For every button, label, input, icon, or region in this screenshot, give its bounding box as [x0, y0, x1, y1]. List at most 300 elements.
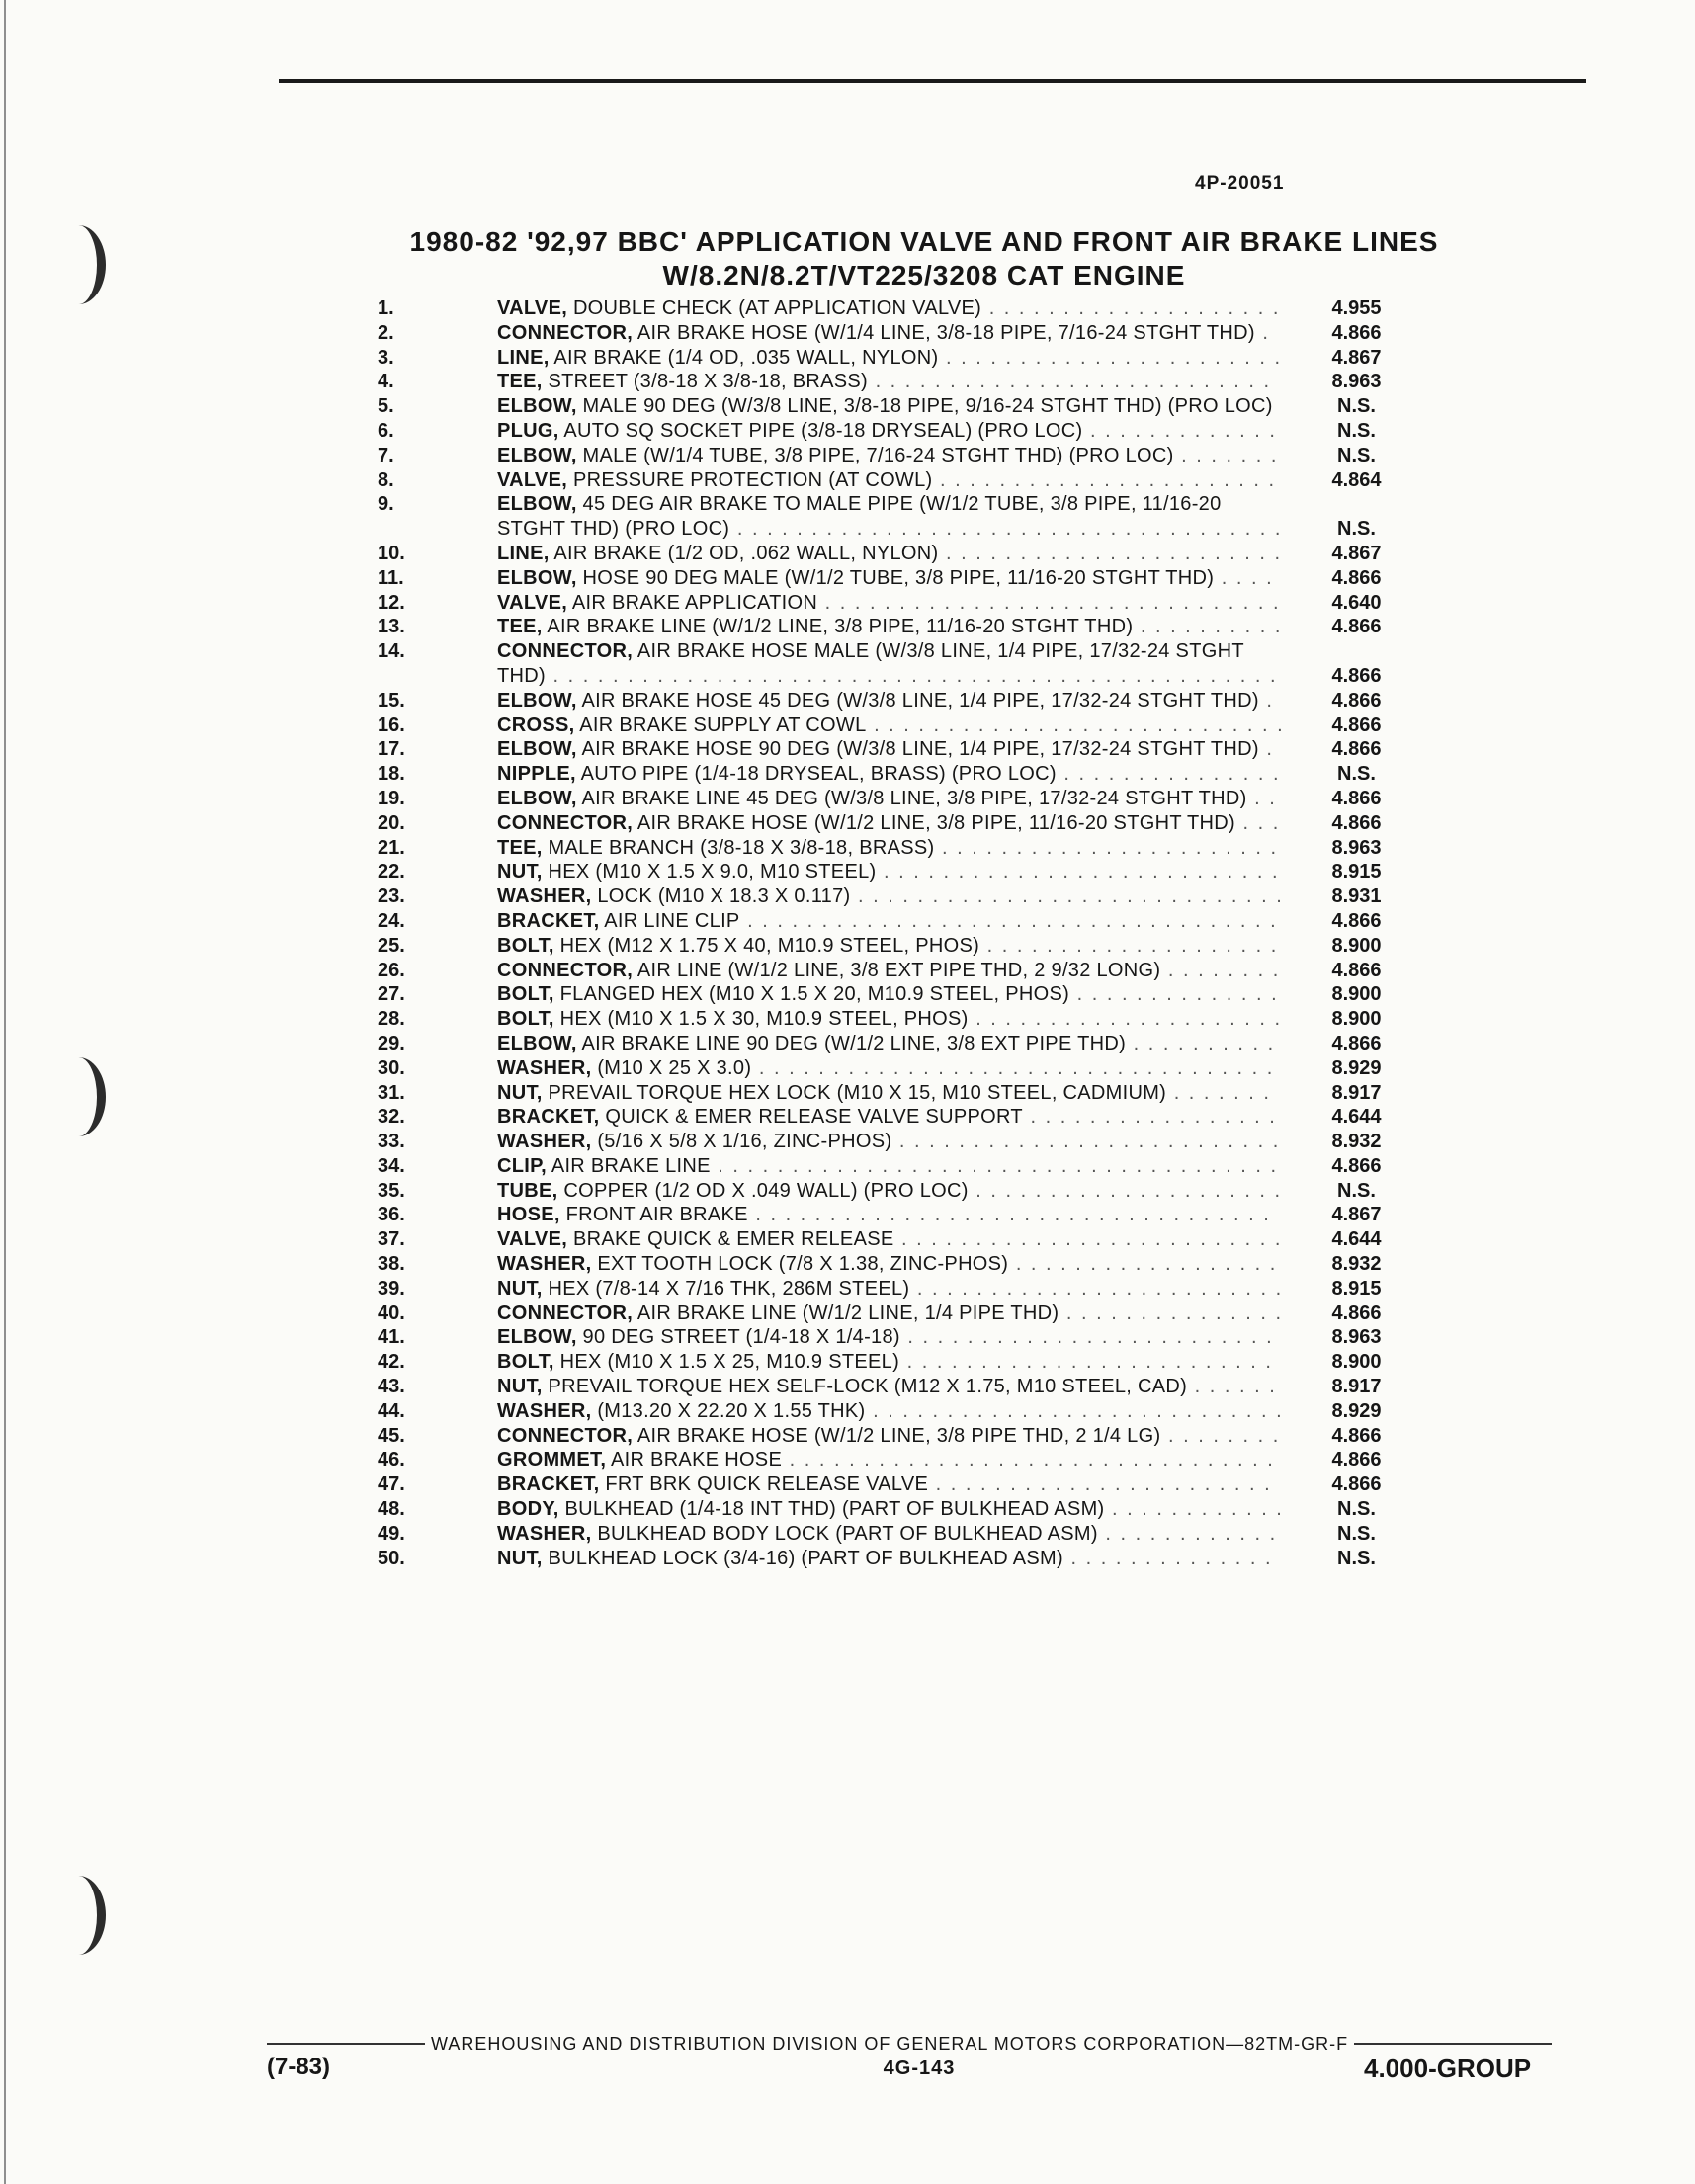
part-reference: 8.917	[1331, 1081, 1382, 1104]
part-row	[376, 1424, 1443, 1449]
part-row	[376, 639, 1443, 689]
part-row	[376, 1056, 1443, 1081]
part-detail: AIR BRAKE HOSE (W/1/4 LINE, 3/8-18 PIPE, 7/16-24 STGHT THD)	[636, 321, 1255, 344]
part-row	[376, 566, 1443, 591]
part-description	[497, 1130, 1285, 1154]
part-number: 43.	[378, 1376, 405, 1398]
part-reference: 4.866	[1331, 1473, 1382, 1496]
dot-leader: . . . . . . . . . . . . . . . . . . . . . . . . . . . . . . . . .	[782, 1449, 1275, 1471]
part-number: 12.	[378, 591, 405, 614]
part-name: ELBOW,	[497, 787, 577, 809]
footer-group: 4.000-GROUP	[1364, 2054, 1532, 2083]
part-number: 40.	[378, 1302, 405, 1324]
part-row	[376, 1277, 1443, 1302]
part-name: NIPPLE,	[497, 763, 576, 786]
part-name: CONNECTOR,	[497, 811, 634, 834]
part-detail: MALE 90 DEG (W/3/8 LINE, 3/8-18 PIPE, 9/16-24 STGHT THD) (PRO LOC)	[582, 395, 1273, 418]
part-name: ELBOW,	[497, 738, 577, 761]
part-description	[497, 468, 1285, 493]
part-name: WASHER,	[497, 1131, 592, 1153]
part-name: NUT,	[497, 1081, 543, 1104]
part-description	[497, 737, 1285, 762]
dot-leader: . . . . . .	[1187, 1376, 1277, 1398]
part-number: 45.	[378, 1424, 405, 1447]
part-name: PLUG,	[497, 419, 559, 442]
part-description	[497, 1448, 1285, 1472]
part-reference: 4.866	[1331, 1449, 1382, 1471]
part-description	[497, 1497, 1285, 1522]
part-name: CONNECTOR,	[497, 959, 634, 981]
part-description	[497, 1302, 1285, 1326]
part-reference: 4.866	[1331, 738, 1382, 761]
footer-division: WAREHOUSING AND DISTRIBUTION DIVISION OF GENERAL MOTORS CORPORATION—82TM-GR-F	[431, 2033, 1349, 2054]
part-row	[376, 1032, 1443, 1056]
dot-leader: . . . . . . . . . . . . . . . . . . . . . . .	[928, 1473, 1272, 1496]
part-description	[497, 1350, 1285, 1375]
part-name: LINE,	[497, 542, 550, 564]
dot-leader: . . . . . . . . . . . . . . . . . . . . . . . . . . . . . . . . . . . . . .	[710, 1154, 1279, 1177]
part-row	[376, 1105, 1443, 1130]
part-reference: 8.931	[1331, 885, 1382, 908]
part-row	[376, 1375, 1443, 1399]
part-row	[376, 909, 1443, 934]
part-number: 27.	[378, 983, 405, 1006]
part-reference: 4.866	[1331, 811, 1382, 834]
part-detail: HEX (M12 X 1.75 X 40, M10.9 STEEL, PHOS)	[559, 934, 980, 957]
part-reference: 4.864	[1331, 468, 1382, 491]
part-reference: N.S.	[1337, 1179, 1376, 1202]
part-number: 35.	[378, 1179, 405, 1202]
part-reference: 4.866	[1331, 566, 1382, 589]
part-row	[376, 811, 1443, 836]
part-row	[376, 394, 1443, 419]
part-name: WASHER,	[497, 1522, 592, 1545]
dot-leader: . .	[1246, 787, 1277, 809]
part-name: NUT,	[497, 1277, 543, 1300]
part-row	[376, 1130, 1443, 1154]
part-number: 18.	[378, 763, 405, 786]
part-number: 36.	[378, 1204, 405, 1226]
part-description	[497, 1154, 1285, 1179]
part-reference: 4.955	[1331, 297, 1382, 319]
dot-leader: . . . . . . . .	[1160, 1424, 1281, 1447]
part-name: TEE,	[497, 371, 543, 393]
part-reference: 4.866	[1331, 909, 1382, 932]
dot-leader: . . . . . . . . . .	[1126, 1032, 1276, 1054]
part-reference: 8.900	[1331, 1351, 1382, 1374]
part-name: BRACKET,	[497, 909, 600, 932]
part-detail: AIR BRAKE LINE (W/1/2 LINE, 1/4 PIPE THD)	[636, 1302, 1059, 1324]
dot-leader: . . . . . . . . . . . . . . . . . . . . . . . . . . . .	[865, 1399, 1284, 1422]
part-name: TEE,	[497, 836, 543, 859]
part-detail: HEX (M10 X 1.5 X 9.0, M10 STEEL)	[548, 861, 877, 883]
part-name: CONNECTOR,	[497, 1302, 634, 1324]
part-description	[497, 492, 1285, 542]
part-number: 19.	[378, 787, 405, 809]
part-row	[376, 1203, 1443, 1227]
part-description	[497, 1472, 1285, 1497]
page-title	[356, 225, 1492, 293]
dot-leader: . . . . . . . . . . . . . . . . . . . . . . .	[938, 542, 1283, 564]
dot-leader: . . . . . . . . . . . . . . . . . . . . . . . . . . . . .	[850, 885, 1284, 908]
part-number: 4.	[378, 371, 394, 393]
part-description	[497, 1547, 1285, 1571]
part-reference: 4.867	[1331, 1204, 1382, 1226]
part-row	[376, 1252, 1443, 1277]
part-detail: AUTO SQ SOCKET PIPE (3/8-18 DRYSEAL) (PRO LOC)	[563, 419, 1083, 442]
part-reference: N.S.	[1337, 1522, 1376, 1545]
part-detail: EXT TOOTH LOCK (7/8 X 1.38, ZINC-PHOS)	[597, 1253, 1009, 1276]
part-row	[376, 1227, 1443, 1252]
part-description	[497, 787, 1285, 811]
part-detail: AIR LINE CLIP	[604, 909, 740, 932]
part-number: 31.	[378, 1081, 405, 1104]
part-row	[376, 1350, 1443, 1375]
part-name: CONNECTOR,	[497, 321, 634, 344]
part-description	[497, 982, 1285, 1007]
part-detail: PREVAIL TORQUE HEX SELF-LOCK (M12 X 1.75, M10 STEEL, CAD)	[548, 1376, 1188, 1398]
part-name: BOLT,	[497, 934, 554, 957]
part-detail: PREVAIL TORQUE HEX LOCK (M10 X 15, M10 STEEL, CADMIUM)	[548, 1081, 1167, 1104]
part-detail: AIR BRAKE APPLICATION	[571, 591, 818, 614]
part-name: CLIP,	[497, 1154, 548, 1177]
part-reference: 8.915	[1331, 861, 1382, 883]
part-name: VALVE,	[497, 468, 568, 491]
part-row	[376, 689, 1443, 714]
part-description	[497, 1227, 1285, 1252]
part-reference: 4.866	[1331, 1302, 1382, 1324]
dot-leader: . . . . . . . . . . . . . . .	[1056, 763, 1281, 786]
part-detail: HEX (7/8-14 X 7/16 THK, 286M STEEL)	[548, 1277, 910, 1300]
dot-leader: . . . . . . . . . . . . . . . . . . . . .	[968, 1008, 1283, 1031]
footer-page-number: 4G-143	[883, 2058, 956, 2079]
dot-leader: .	[1258, 738, 1274, 761]
part-number: 30.	[378, 1056, 405, 1079]
part-reference: 8.900	[1331, 934, 1382, 957]
part-number: 50.	[378, 1547, 405, 1569]
part-name: HOSE,	[497, 1204, 560, 1226]
title-line-2: W/8.2N/8.2T/VT225/3208 CAT ENGINE	[662, 260, 1186, 291]
part-name: BOLT,	[497, 1351, 554, 1374]
part-detail: AIR BRAKE HOSE (W/1/2 LINE, 3/8 PIPE, 11/16-20 STGHT THD)	[636, 811, 1235, 834]
part-description	[497, 639, 1285, 689]
part-description	[497, 1252, 1285, 1277]
part-description	[497, 1375, 1285, 1399]
part-row	[376, 860, 1443, 884]
part-detail: AIR BRAKE LINE 90 DEG (W/1/2 LINE, 3/8 EXT PIPE THD)	[581, 1032, 1127, 1054]
part-row	[376, 492, 1443, 542]
dot-leader: . . . . . . .	[1173, 444, 1279, 466]
part-number: 15.	[378, 689, 405, 712]
page-id: 4P-20051	[1195, 173, 1285, 194]
part-name: CONNECTOR,	[497, 640, 634, 663]
part-name: ELBOW,	[497, 444, 577, 466]
part-row	[376, 591, 1443, 616]
part-row	[376, 762, 1443, 787]
part-name: WASHER,	[497, 885, 592, 908]
part-reference: N.S.	[1337, 518, 1376, 541]
part-row	[376, 982, 1443, 1007]
part-reference: 4.866	[1331, 321, 1382, 344]
part-detail: MALE (W/1/4 TUBE, 3/8 PIPE, 7/16-24 STGHT THD) (PRO LOC)	[582, 444, 1174, 466]
part-row	[376, 1547, 1443, 1571]
part-detail: QUICK & EMER RELEASE VALVE SUPPORT	[605, 1106, 1023, 1129]
part-name: ELBOW,	[497, 566, 577, 589]
part-number: 16.	[378, 714, 405, 736]
part-description	[497, 1179, 1285, 1204]
part-row	[376, 1179, 1443, 1204]
part-reference: 4.866	[1331, 689, 1382, 712]
part-reference: N.S.	[1337, 395, 1376, 418]
part-detail: AIR BRAKE LINE	[551, 1154, 711, 1177]
dot-leader: . . . . . . . . . . . . . . .	[1059, 1302, 1284, 1324]
part-detail: 90 DEG STREET (1/4-18 X 1/4-18)	[582, 1326, 900, 1349]
part-number: 3.	[378, 346, 394, 369]
part-row	[376, 468, 1443, 493]
part-reference: 4.866	[1331, 664, 1382, 687]
part-detail: AIR BRAKE HOSE (W/1/2 LINE, 3/8 PIPE THD, 2 1/4 LG)	[636, 1424, 1161, 1447]
part-detail: BULKHEAD (1/4-18 INT THD) (PART OF BULKHEAD ASM)	[564, 1498, 1105, 1521]
part-row	[376, 321, 1443, 346]
dot-leader: . . . . . . . . . . . . . . . . . . . . . . . . .	[909, 1277, 1284, 1300]
part-reference: 8.932	[1331, 1131, 1382, 1153]
part-name: ELBOW,	[497, 1326, 577, 1349]
part-detail: (M10 X 25 X 3.0)	[597, 1056, 752, 1079]
part-row	[376, 1472, 1443, 1497]
part-reference: 8.917	[1331, 1376, 1382, 1398]
part-detail: AIR BRAKE LINE 45 DEG (W/3/8 LINE, 3/8 PIPE, 17/32-24 STGHT THD)	[581, 787, 1247, 809]
part-name: GROMMET,	[497, 1449, 607, 1471]
dot-leader: . . . . . . . . . . . . .	[1082, 419, 1277, 442]
part-detail: STREET (3/8-18 X 3/8-18, BRASS)	[548, 371, 869, 393]
dot-leader: . . . . . . . . . . . . . . . . . . . . . . . . . . .	[868, 371, 1272, 393]
part-number: 48.	[378, 1498, 405, 1521]
part-number: 22.	[378, 861, 405, 883]
part-reference: 4.866	[1331, 1154, 1382, 1177]
dot-leader: . . . . . . . . . . . . . . . . . . . . . . . . . . . . . . . . . . . . .	[729, 518, 1283, 541]
part-reference: N.S.	[1337, 444, 1376, 466]
part-number: 37.	[378, 1228, 405, 1251]
part-number: 39.	[378, 1277, 405, 1300]
dot-leader: . . . . . . . . . . . . . . . . . . . . . . .	[938, 346, 1283, 369]
part-name: NUT,	[497, 1376, 543, 1398]
footer-division-line	[267, 2033, 1552, 2055]
part-description	[497, 615, 1285, 639]
part-row	[376, 346, 1443, 371]
part-number: 32.	[378, 1106, 405, 1129]
part-reference: 4.866	[1331, 616, 1382, 638]
part-number: 5.	[378, 395, 394, 418]
part-row	[376, 714, 1443, 738]
part-detail: BRAKE QUICK & EMER RELEASE	[572, 1228, 894, 1251]
part-row	[376, 615, 1443, 639]
part-row	[376, 934, 1443, 959]
part-description	[497, 419, 1285, 444]
part-row	[376, 370, 1443, 394]
part-detail: FRONT AIR BRAKE	[565, 1204, 748, 1226]
part-row	[376, 444, 1443, 468]
title-line-1: 1980-82 '92,97 BBC' APPLICATION VALVE AND FRONT AIR BRAKE LINES	[409, 226, 1439, 257]
dot-leader: . . . . . . . . . . . . . . . . . . . . . . . . . . . .	[866, 714, 1285, 736]
part-name: WASHER,	[497, 1056, 592, 1079]
part-name: VALVE,	[497, 297, 568, 319]
part-description	[497, 1056, 1285, 1081]
part-number: 6.	[378, 419, 394, 442]
part-reference: N.S.	[1337, 1547, 1376, 1569]
part-number: 25.	[378, 934, 405, 957]
part-number: 8.	[378, 468, 394, 491]
dot-leader: . . . . . . . . . . . . . . . . . . . . . . . . . .	[893, 1228, 1283, 1251]
part-detail: BULKHEAD BODY LOCK (PART OF BULKHEAD ASM)	[597, 1522, 1098, 1545]
part-description	[497, 1277, 1285, 1302]
part-row	[376, 1007, 1443, 1032]
part-description	[497, 1105, 1285, 1130]
part-reference: 8.915	[1331, 1277, 1382, 1300]
part-row	[376, 884, 1443, 909]
dot-leader: . . . . . . . . . . . . . . . . . . . . . . .	[934, 836, 1279, 859]
part-reference: N.S.	[1337, 1498, 1376, 1521]
part-reference: N.S.	[1337, 763, 1376, 786]
dot-leader: .	[1258, 689, 1274, 712]
part-name: NUT,	[497, 1547, 543, 1569]
part-number: 2.	[378, 321, 394, 344]
part-detail: FLANGED HEX (M10 X 1.5 X 20, M10.9 STEEL, PHOS)	[559, 983, 1070, 1006]
part-number: 24.	[378, 909, 405, 932]
part-detail: AIR BRAKE SUPPLY AT COWL	[579, 714, 867, 736]
dot-leader: . . . . . . . . . . . . . .	[1069, 983, 1279, 1006]
part-description	[497, 591, 1285, 616]
dot-leader: . . . . . . . . . . . . . .	[1062, 1547, 1273, 1569]
part-description	[497, 444, 1285, 468]
part-reference: 8.963	[1331, 1326, 1382, 1349]
part-row	[376, 542, 1443, 566]
part-name: BOLT,	[497, 983, 554, 1006]
dot-leader: . . . . . . . . . . . . . . . . . . . . . . . . . . . . . . .	[817, 591, 1281, 614]
part-name: NUT,	[497, 861, 543, 883]
part-detail: 45 DEG AIR BRAKE TO MALE PIPE (W/1/2 TUBE, 3/8 PIPE, 11/16-20 STGHT THD) (PRO LOC)	[497, 493, 1222, 541]
part-description	[497, 1522, 1285, 1547]
part-number: 10.	[378, 542, 405, 564]
part-row	[376, 419, 1443, 444]
part-name: VALVE,	[497, 591, 568, 614]
dot-leader: . . . . . . . . . . . . . . . . . . . . . . . . .	[899, 1326, 1274, 1349]
dot-leader: . . . . . . . . . . . . . . . . . . . . . . . . .	[899, 1351, 1273, 1374]
part-description	[497, 860, 1285, 884]
part-row	[376, 1302, 1443, 1326]
part-reference: 4.867	[1331, 542, 1382, 564]
part-row	[376, 787, 1443, 811]
part-description	[497, 1032, 1285, 1056]
dot-leader: . . . . . . . . . . . . . . . . . . . . . . . . . . . . . . . . . . .	[751, 1056, 1275, 1079]
part-description	[497, 370, 1285, 394]
part-name: CROSS,	[497, 714, 575, 736]
dot-leader: . . . . . . . . . . . . . . . . . . . . . . .	[932, 468, 1277, 491]
part-number: 7.	[378, 444, 394, 466]
part-name: ELBOW,	[497, 689, 577, 712]
part-detail: AIR LINE (W/1/2 LINE, 3/8 EXT PIPE THD, 2 9/32 LONG)	[636, 959, 1161, 981]
part-description	[497, 346, 1285, 371]
dot-leader: . . . . . . . . . .	[1133, 616, 1283, 638]
part-reference: 8.929	[1331, 1399, 1382, 1422]
part-reference: 4.866	[1331, 714, 1382, 736]
part-reference: 8.900	[1331, 983, 1382, 1006]
parts-list	[376, 296, 1443, 1570]
dot-leader: . . . . . . . .	[1160, 959, 1281, 981]
part-number: 28.	[378, 1008, 405, 1031]
part-row	[376, 1522, 1443, 1547]
part-name: ELBOW,	[497, 395, 577, 418]
part-row	[376, 1154, 1443, 1179]
part-number: 26.	[378, 959, 405, 981]
part-name: VALVE,	[497, 1228, 568, 1251]
part-detail: HEX (M10 X 1.5 X 30, M10.9 STEEL, PHOS)	[559, 1008, 969, 1031]
part-name: TEE,	[497, 616, 543, 638]
part-description	[497, 394, 1285, 419]
dot-leader: . . . . . . . . . . . .	[1097, 1522, 1278, 1545]
part-row	[376, 959, 1443, 983]
part-description	[497, 1424, 1285, 1449]
dot-leader: . . . . . . . . . . . . . . . . . . . . . . . . . . .	[876, 861, 1280, 883]
part-description	[497, 1399, 1285, 1424]
part-description	[497, 542, 1285, 566]
dot-leader: . . . . . . . . . . . . . . . . . . . . .	[968, 1179, 1283, 1202]
footer-date: (7-83)	[267, 2054, 331, 2080]
page-left-edge	[4, 0, 6, 2184]
dot-leader: . . . . . . . . . . . . . . . . . .	[1008, 1253, 1278, 1276]
part-reference: 4.866	[1331, 1424, 1382, 1447]
part-detail: PRESSURE PROTECTION (AT COWL)	[572, 468, 933, 491]
part-detail: COPPER (1/2 OD X .049 WALL) (PRO LOC)	[563, 1179, 969, 1202]
part-row	[376, 836, 1443, 861]
part-description	[497, 884, 1285, 909]
part-reference: 4.867	[1331, 346, 1382, 369]
part-detail: AIR BRAKE (1/4 OD, .035 WALL, NYLON)	[553, 346, 939, 369]
part-number: 29.	[378, 1032, 405, 1054]
part-row	[376, 737, 1443, 762]
part-row	[376, 1325, 1443, 1350]
part-detail: (M13.20 X 22.20 X 1.55 THK)	[597, 1399, 866, 1422]
part-description	[497, 321, 1285, 346]
part-number: 34.	[378, 1154, 405, 1177]
part-reference: 4.640	[1331, 591, 1382, 614]
dot-leader: . . . . . . . . . . . . . . . . . . . .	[979, 934, 1279, 957]
part-description	[497, 836, 1285, 861]
part-reference: 4.644	[1331, 1106, 1382, 1129]
part-detail: FRT BRK QUICK RELEASE VALVE	[605, 1473, 929, 1496]
part-description	[497, 714, 1285, 738]
dot-leader: . . . . . . .	[1166, 1081, 1271, 1104]
dot-leader: . . . . . . . . . . . . . . . . . . . . . . . . . . . . . . . . . . . . . . . . . . . . . . . . .	[545, 664, 1278, 687]
dot-leader: . . . . . . . . . . . . . . . . . . . . . . . . . . . . . . . . . . . .	[739, 909, 1278, 932]
part-row	[376, 1497, 1443, 1522]
part-number: 44.	[378, 1399, 405, 1422]
part-number: 17.	[378, 738, 405, 761]
part-detail: AIR BRAKE HOSE MALE (W/3/8 LINE, 1/4 PIPE, 17/32-24 STGHT THD)	[497, 640, 1244, 687]
part-number: 49.	[378, 1522, 405, 1545]
part-number: 42.	[378, 1351, 405, 1374]
part-name: BOLT,	[497, 1008, 554, 1031]
part-reference: N.S.	[1337, 419, 1376, 442]
part-detail: AIR BRAKE HOSE 90 DEG (W/3/8 LINE, 1/4 PIPE, 17/32-24 STGHT THD)	[581, 738, 1259, 761]
part-name: BODY,	[497, 1498, 559, 1521]
dot-leader: . . . . . . . . . . . . . . . . .	[1022, 1106, 1277, 1129]
part-description	[497, 1007, 1285, 1032]
dot-leader: . . .	[1234, 811, 1281, 834]
part-name: ELBOW,	[497, 1032, 577, 1054]
dot-leader: . . . . . . . . . . . . . . . . . . . . . . . . . .	[891, 1131, 1281, 1153]
part-reference: 4.866	[1331, 959, 1382, 981]
part-number: 1.	[378, 297, 394, 319]
